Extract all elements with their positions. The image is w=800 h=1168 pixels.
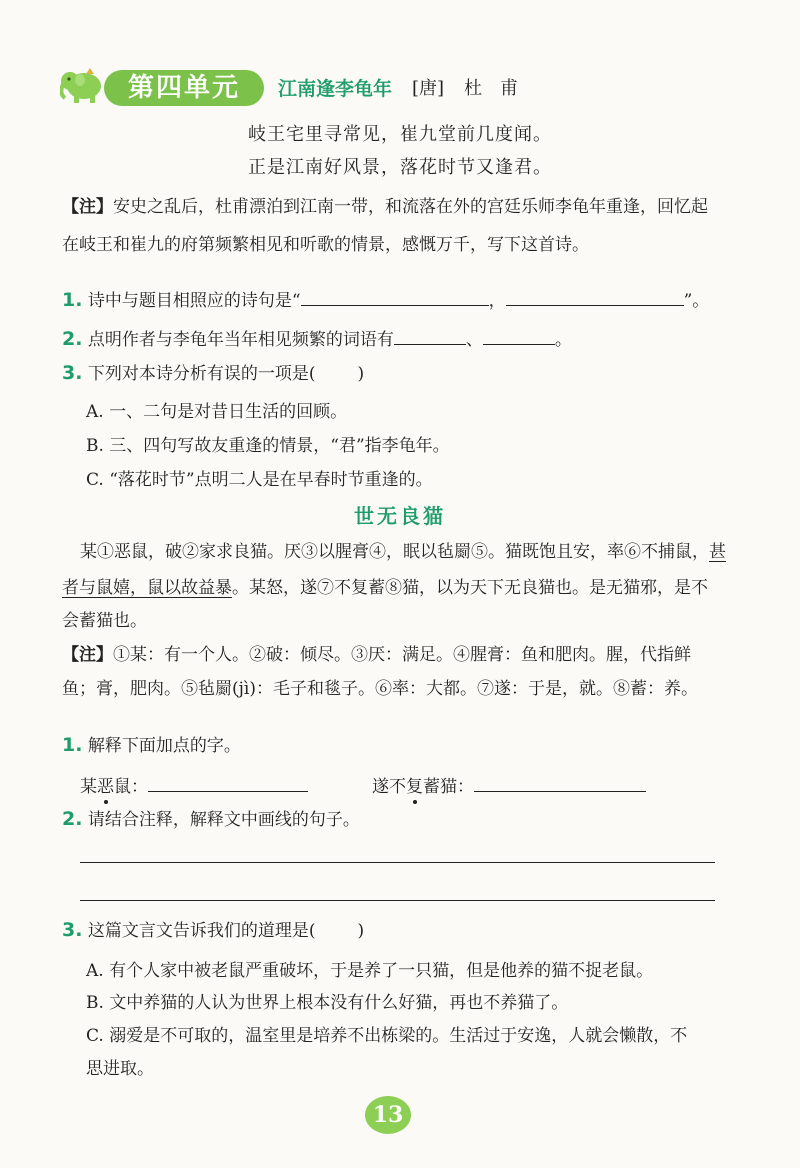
question-number: 3. <box>62 919 83 941</box>
note-text: 安史之乱后，杜甫漂泊到江南一带，和流落在外的宫廷乐师李龟年重逢，回忆起 <box>113 197 708 217</box>
answer-blank[interactable] <box>474 775 646 792</box>
closing-quote: ”。 <box>683 291 710 311</box>
question-text: 下列对本诗分析有误的一项是( <box>87 364 316 384</box>
question-text: 解释下面加点的字。 <box>87 736 241 756</box>
question-number: 3. <box>62 362 83 384</box>
close-paren: ) <box>357 364 365 384</box>
option-c[interactable]: C. “落花时节”点明二人是在早春时节重逢的。 <box>86 470 433 490</box>
poem-line-1: 岐王宅里寻常见，崔九堂前几度闻。 <box>248 124 552 145</box>
passage-line-1 <box>80 537 726 562</box>
option-b[interactable]: B. 文中养猫的人认为世界上根本没有什么好猫，再也不养猫了。 <box>86 993 569 1013</box>
question-number: 1. <box>62 289 83 311</box>
option-a[interactable]: A. 一、二句是对昔日生活的回顾。 <box>86 402 348 422</box>
p2-q1-item-2 <box>372 772 646 797</box>
p2-question-1 <box>62 731 241 756</box>
poem-line-2: 正是江南好风景，落花时节又逢君。 <box>248 157 552 178</box>
question-1 <box>62 286 709 311</box>
poem-note-line-2: 在岐王和崔九的府第频繁相见和听歌的情景，感慨万千，写下这首诗。 <box>62 235 589 255</box>
item-text: 蓄猫： <box>423 777 474 797</box>
question-2 <box>62 325 572 350</box>
unit-badge: 第四单元 <box>104 70 264 106</box>
question-text: 诗中与题目相照应的诗句是“ <box>87 291 301 311</box>
p2-q1-item-1 <box>80 772 308 797</box>
page-number: 13 <box>365 1096 411 1134</box>
elephant-icon <box>60 64 106 104</box>
close-paren: ) <box>357 921 365 941</box>
answer-blank[interactable] <box>301 289 489 306</box>
poem-title: 江南逢李龟年 <box>278 78 393 100</box>
passage-line-2 <box>62 573 708 598</box>
question-3 <box>62 359 364 384</box>
note-text: ①某：有一个人。②破：倾尽。③厌：满足。④腥膏：鱼和肥肉。腥，代指鲜 <box>113 645 691 665</box>
question-number: 2. <box>62 808 83 830</box>
p2-question-3 <box>62 916 364 941</box>
question-text: 请结合注释，解释文中画线的句子。 <box>87 810 360 830</box>
question-number: 1. <box>62 734 83 756</box>
passage-note-line-1 <box>62 640 691 665</box>
note-tag: 【注】 <box>62 197 113 217</box>
option-a[interactable]: A. 有个人家中被老鼠严重破坏，于是养了一只猫，但是他养的猫不捉老鼠。 <box>86 961 654 981</box>
item-text: 某 <box>80 777 97 797</box>
question-number: 2. <box>62 328 83 350</box>
poem-note-line-1 <box>62 192 737 217</box>
underlined-sentence: 甚 <box>709 542 726 562</box>
comma: ， <box>488 291 506 311</box>
answer-line[interactable] <box>80 862 715 863</box>
question-text: 这篇文言文告诉我们的道理是( <box>87 921 316 941</box>
p2-question-2 <box>62 805 360 830</box>
dotted-char: 恶 <box>97 777 114 797</box>
poem-dynasty: [唐] <box>412 78 445 99</box>
passage-text: 某①恶鼠，破②家求良猫。厌③以腥膏④，眠以毡罽⑤。猫既饱且安，率⑥不捕鼠， <box>80 542 709 562</box>
separator: 、 <box>465 330 483 350</box>
section-title: 世无良猫 <box>354 504 446 528</box>
passage-line-3: 会蓄猫也。 <box>62 611 147 631</box>
answer-blank[interactable] <box>148 775 308 792</box>
period: 。 <box>554 330 572 350</box>
option-b[interactable]: B. 三、四句写故友重逢的情景，“君”指李龟年。 <box>86 436 450 456</box>
answer-line[interactable] <box>80 900 715 901</box>
question-text: 点明作者与李龟年当年相见频繁的词语有 <box>87 330 394 350</box>
option-c-continued: 思进取。 <box>86 1059 154 1079</box>
passage-text: 。某怒，遂⑦不复蓄⑧猫，以为天下无良猫也。是无猫邪，是不 <box>232 578 708 598</box>
underlined-sentence: 者与鼠嬉，鼠以故益暴 <box>62 578 232 598</box>
dotted-char: 复 <box>406 777 423 797</box>
item-text: 鼠： <box>114 777 148 797</box>
passage-note-line-2: 鱼；膏，肥肉。⑤毡罽(jì)：毛子和毯子。⑥率：大都。⑦遂：于是，就。⑧蓄：养。 <box>62 679 698 699</box>
option-c[interactable]: C. 溺爱是不可取的，温室里是培养不出栋梁的。生活过于安逸，人就会懒散，不 <box>86 1026 688 1046</box>
answer-blank[interactable] <box>483 328 555 345</box>
poem-author: 杜甫 <box>464 78 536 99</box>
unit-header <box>60 62 760 112</box>
note-tag: 【注】 <box>62 645 113 665</box>
item-text: 遂不 <box>372 777 406 797</box>
answer-blank[interactable] <box>506 289 684 306</box>
answer-blank[interactable] <box>394 328 466 345</box>
